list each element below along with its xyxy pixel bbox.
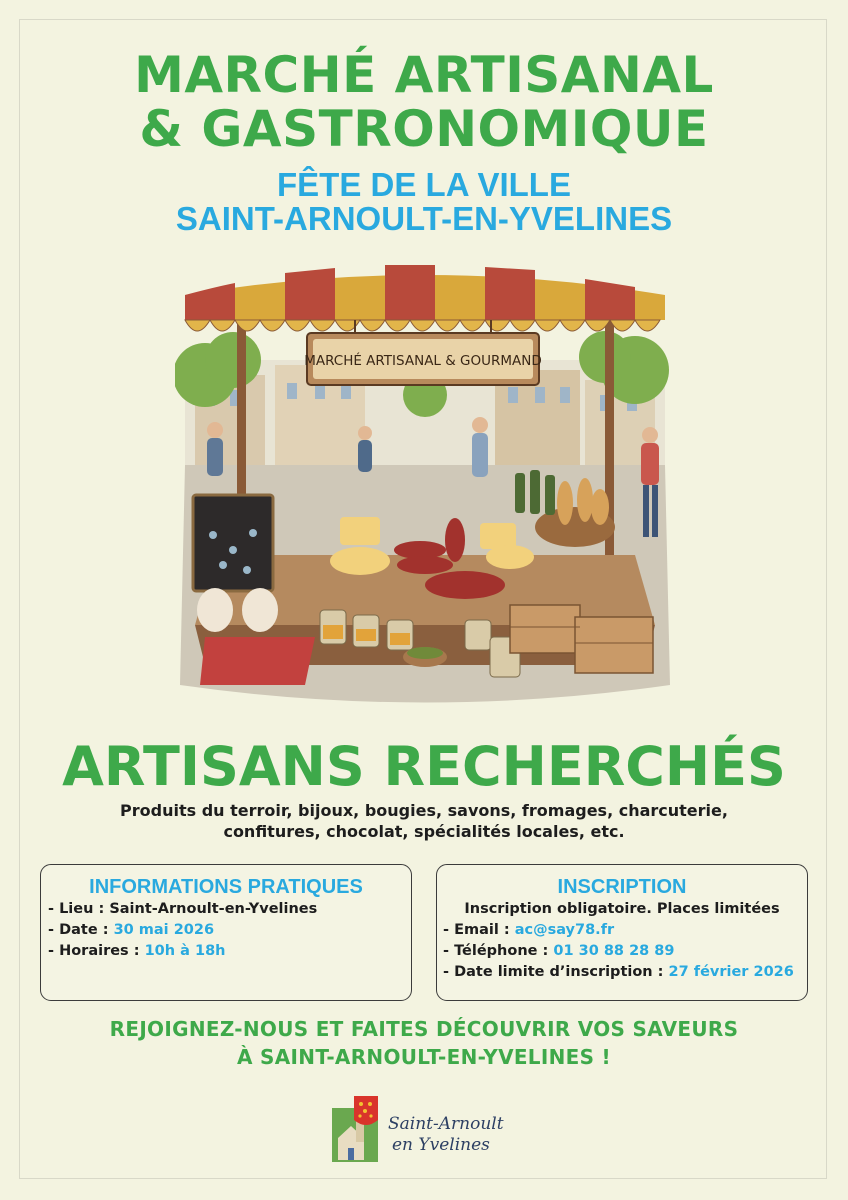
town-logo-line1: Saint-Arnoult bbox=[388, 1114, 504, 1134]
deadline-label: - Date limite d’inscription : bbox=[443, 964, 669, 980]
date-label: - Date : bbox=[48, 922, 114, 938]
market-stall-illustration bbox=[175, 265, 675, 725]
products-description bbox=[0, 800, 848, 842]
subtitle bbox=[0, 168, 848, 236]
hours-line bbox=[48, 941, 411, 962]
call-to-action bbox=[0, 1015, 848, 1071]
products-line1: Produits du terroir, bijoux, bougies, savons, fromages, charcuterie, bbox=[120, 801, 728, 820]
town-logo-text bbox=[388, 1114, 504, 1156]
registration-intro: Inscription obligatoire. Places limitées bbox=[464, 901, 780, 917]
subtitle-line1: FÊTE DE LA VILLE bbox=[277, 166, 571, 203]
email-line bbox=[443, 920, 807, 941]
main-title bbox=[0, 48, 848, 156]
practical-info-title: INFORMATIONS PRATIQUES bbox=[89, 876, 363, 898]
deadline-line bbox=[443, 962, 807, 983]
call-to-action-line2: À SAINT-ARNOULT-EN-YVELINES ! bbox=[237, 1045, 611, 1069]
registration-title: INSCRIPTION bbox=[557, 876, 687, 898]
date-line bbox=[48, 920, 411, 941]
call-to-action-line1: REJOIGNEZ-NOUS ET FAITES DÉCOUVRIR VOS SAVEURS bbox=[109, 1017, 739, 1041]
hours-label: - Horaires : bbox=[48, 943, 145, 959]
registration-box bbox=[436, 864, 808, 1001]
town-logo-line2: en Yvelines bbox=[392, 1135, 490, 1155]
phone-label: - Téléphone : bbox=[443, 943, 554, 959]
email-label: - Email : bbox=[443, 922, 515, 938]
place-label: - Lieu : bbox=[48, 901, 110, 917]
date-value: 30 mai 2026 bbox=[113, 922, 215, 938]
email-link[interactable]: ac@say78.fr bbox=[514, 922, 615, 938]
stall-sign-text: MARCHÉ ARTISANAL & GOURMAND bbox=[304, 353, 542, 369]
products-line2: confitures, chocolat, spécialités locales, etc. bbox=[223, 822, 625, 841]
phone-line bbox=[443, 941, 807, 962]
place-line bbox=[48, 899, 411, 920]
town-crest-icon bbox=[330, 1094, 382, 1164]
place-value: Saint-Arnoult-en-Yvelines bbox=[109, 901, 318, 917]
headline: ARTISANS RECHERCHÉS bbox=[62, 735, 786, 798]
main-title-line1: MARCHÉ ARTISANAL bbox=[134, 46, 714, 104]
main-title-line2: & GASTRONOMIQUE bbox=[139, 100, 709, 158]
subtitle-line2: SAINT-ARNOULT-EN-YVELINES bbox=[175, 200, 673, 237]
town-logo bbox=[330, 1094, 530, 1166]
hours-value: 10h à 18h bbox=[144, 943, 226, 959]
practical-info-box bbox=[40, 864, 412, 1001]
phone-link[interactable]: 01 30 88 28 89 bbox=[553, 943, 675, 959]
deadline-value: 27 février 2026 bbox=[668, 964, 794, 980]
